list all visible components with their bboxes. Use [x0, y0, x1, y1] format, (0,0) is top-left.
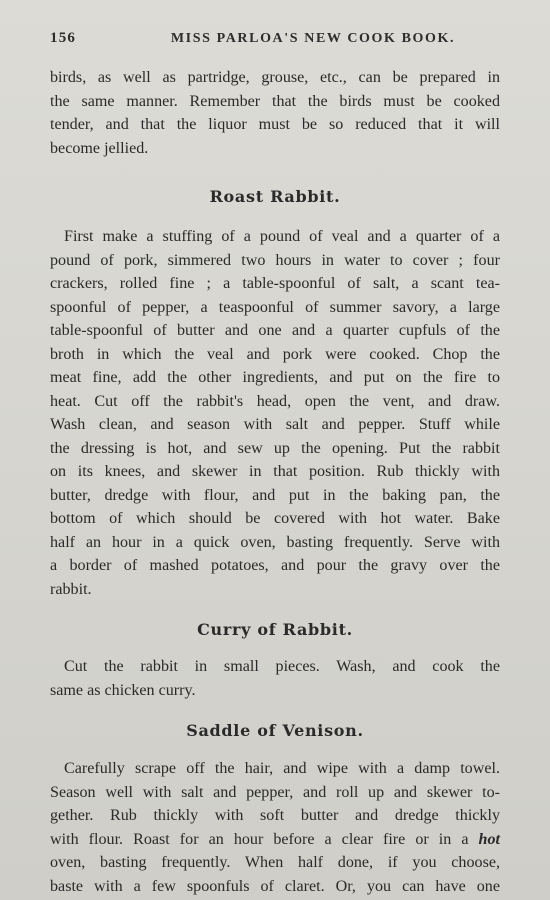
page-body — [50, 66, 500, 898]
running-header — [50, 30, 498, 50]
text-fragment: with flour. Roast for an hour before a clear fire or in a — [50, 830, 479, 848]
text-line: on its knees, and skewer in that position. Rub thickly with — [50, 463, 500, 480]
page-number: 156 — [50, 30, 77, 46]
italic-word-hot: hot — [478, 830, 500, 848]
recipe-heading-saddle-of-venison: Saddle of Venison. — [186, 721, 364, 740]
book-title: MISS PARLOA'S NEW COOK BOOK. — [170, 31, 456, 46]
text-line: rabbit. — [50, 580, 92, 598]
text-line: table-spoonful of butter and one and a quarter cupfuls of the — [50, 322, 500, 339]
text-line: meat fine, add the other ingredients, and put on the fire to — [50, 369, 500, 386]
text-line: tender, and that the liquor must be so reduced that it will — [50, 116, 500, 133]
text-line: Carefully scrape off the hair, and wipe with a damp towel. — [64, 760, 500, 777]
recipe-paragraph-saddle-of-venison — [50, 757, 500, 898]
text-line: broth in which the veal and pork were cooked. Chop the — [50, 345, 500, 363]
recipe-paragraph-roast-rabbit — [50, 225, 500, 601]
text-line: oven, basting frequently. When half done, if you choose, — [50, 854, 500, 871]
recipe-heading-curry-of-rabbit: Curry of Rabbit. — [197, 620, 353, 639]
text-line: gether. Rub thickly with soft butter and dredge thickly — [50, 807, 500, 824]
text-line: the same manner. Remember that the birds must be cooked — [50, 92, 500, 110]
text-line: Season well with salt and pepper, and roll up and skewer to- — [50, 783, 500, 801]
text-line: First make a stuffing of a pound of veal and a quarter of a — [64, 228, 500, 245]
text-line: spoonful of pepper, a teaspoonful of summer savory, a large — [50, 298, 500, 316]
text-line: crackers, rolled fine ; a table-spoonful of salt, a scant tea- — [50, 275, 500, 292]
text-line: the dressing is hot, and sew up the opening. Put the rabbit — [50, 439, 500, 457]
text-line: bottom of which should be covered with hot water. Bake — [50, 510, 500, 527]
text-line: Wash clean, and season with salt and pepper. Stuff while — [50, 416, 500, 433]
intro-paragraph — [50, 66, 500, 160]
text-line: become jellied. — [50, 139, 149, 157]
text-line: half an hour in a quick oven, basting frequently. Serve with — [50, 533, 500, 551]
recipe-paragraph-curry-of-rabbit — [50, 655, 500, 702]
text-line: baste with a few spoonfuls of claret. Or, you can have one — [50, 877, 500, 895]
text-line: same as chicken curry. — [50, 681, 196, 699]
text-line: a border of mashed potatoes, and pour the gravy over the — [50, 557, 500, 574]
text-line: pound of pork, simmered two hours in water to cover ; four — [50, 251, 500, 269]
text-line: butter, dredge with flour, and put in the baking pan, the — [50, 486, 500, 504]
text-line: Cut the rabbit in small pieces. Wash, and cook the — [64, 658, 500, 675]
text-line: birds, as well as partridge, grouse, etc., can be prepared in — [50, 69, 500, 86]
recipe-heading-roast-rabbit: Roast Rabbit. — [209, 187, 341, 206]
text-line-with-italic — [50, 828, 500, 852]
text-line: heat. Cut off the rabbit's head, open the vent, and draw. — [50, 392, 500, 410]
